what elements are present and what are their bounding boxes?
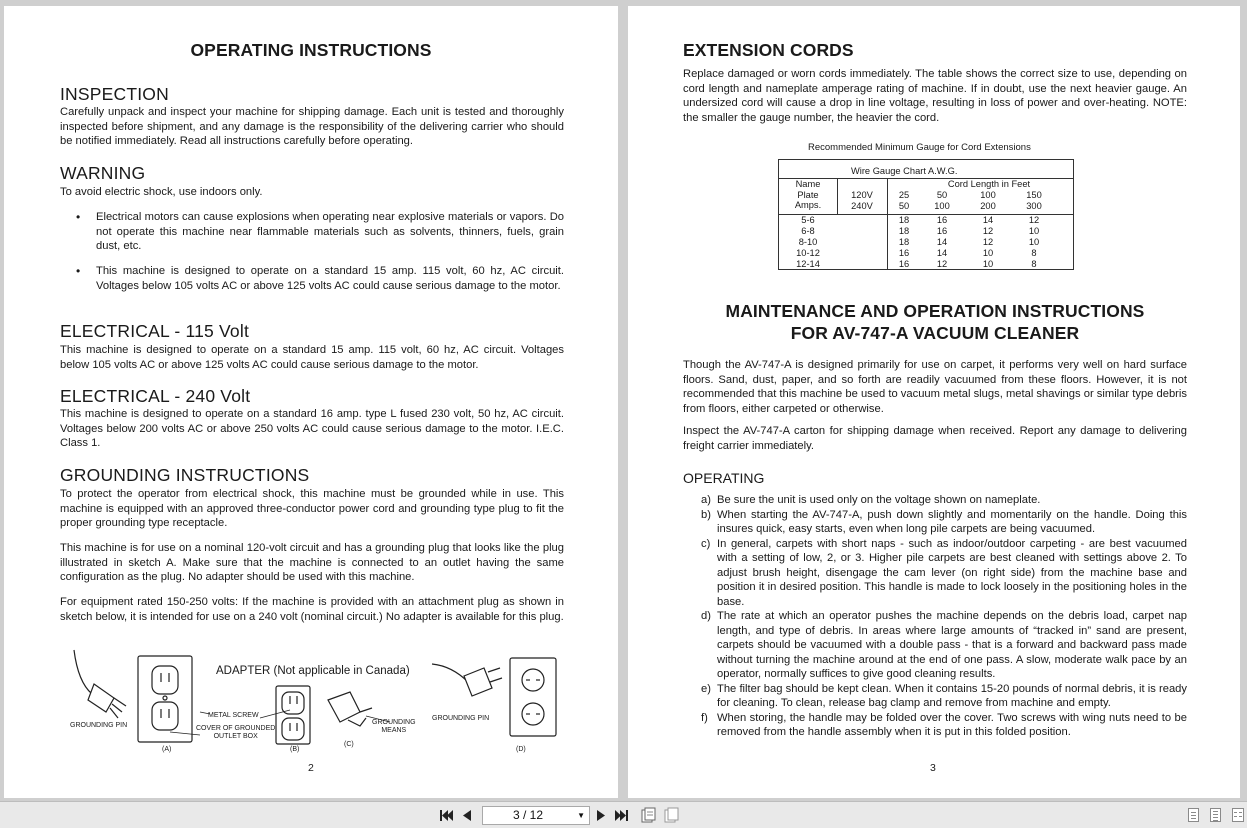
- gauge-row-amps: 10-12: [796, 248, 820, 258]
- warning-bullet: • Electrical motors can cause explosions when operating near explosive materials or vapors. Do not operate this machine near flammable materials such as solvents, thinners, fuels, grain dust, etc.: [76, 210, 564, 253]
- gauge-value: 10: [982, 248, 994, 258]
- electrical-240-heading: ELECTRICAL - 240 Volt: [60, 386, 251, 406]
- inspection-text: Carefully unpack and inspect your machine for shipping damage. Each unit is tested and thoroughly inspected before shipment, and any damage is the responsibility of the delivering carrier who should be notified immediately. Read all instructions carefully before operating.: [60, 106, 564, 148]
- grounded-outlet-sketch: [138, 656, 192, 742]
- cord-length-120v: 150: [1026, 190, 1042, 200]
- operating-item-letter: b): [701, 508, 711, 521]
- gauge-value: 16: [898, 248, 910, 258]
- single-page-view-icon[interactable]: [1188, 808, 1199, 822]
- continuous-view-icon[interactable]: [1210, 808, 1221, 822]
- gauge-value: 16: [898, 259, 910, 269]
- adapter-label: ADAPTER (Not applicable in Canada): [216, 665, 410, 677]
- warning-text: To avoid electric shock, use indoors only.: [60, 186, 263, 198]
- outlet-cover-label: COVER OF GROUNDED OUTLET BOX: [196, 725, 276, 740]
- page-2: [4, 6, 618, 798]
- grounded-plug-sketch: [74, 650, 126, 718]
- operating-item: [683, 508, 1187, 537]
- page-title: OPERATING INSTRUCTIONS: [190, 40, 432, 60]
- grounding-paragraph: For equipment rated 150-250 volts: If the machine is provided with an attachment plug as shown in sketch below, it is intended for use on a 240 volt (nominal circuit.) No adapter is available for this plug.: [60, 596, 564, 623]
- operating-item-letter: d): [701, 610, 711, 622]
- grounding-pin-label: GROUNDING PIN: [70, 722, 128, 729]
- gauge-row-amps: 6-8: [801, 226, 815, 236]
- maintenance-title: MAINTENANCE AND OPERATION INSTRUCTIONS FOR AV-747-A VACUUM CLEANER: [725, 301, 1145, 343]
- cord-length-240v: 300: [1026, 201, 1042, 211]
- 250v-outlet-sketch: [510, 658, 556, 736]
- gauge-value: 12: [982, 226, 994, 236]
- operating-item-text: The rate at which an operator pushes the machine depends on the debris load, carpet nap length, and type of debris. In areas where large amounts of “tracked in” sand are present, carpets should be vacuumed with a double pass - that is a forward and backward pass made without turning the machine around at the end of one pass. A slow, moderate walk pace by an operator, normally suffices to give good cleaning results.: [717, 610, 1187, 680]
- adapter-sketch: [328, 692, 372, 726]
- operating-list: [683, 493, 1187, 740]
- inspection-heading: INSPECTION: [60, 84, 169, 104]
- grounding-heading: GROUNDING INSTRUCTIONS: [60, 465, 310, 485]
- wire-gauge-table: [778, 159, 1074, 270]
- electrical-240-text: This machine is designed to operate on a standard 16 amp. type L fused 230 volt, 50 hz, AC circuit. Voltages below 200 volts AC or above 250 volts AC could cause serious damage to the motor. I.E.C. Class 1.: [60, 408, 564, 450]
- operating-item-text: Be sure the unit is used only on the voltage shown on nameplate.: [717, 494, 1041, 506]
- sketch-b-label: (B): [290, 746, 300, 753]
- operating-item-letter: f): [701, 711, 708, 724]
- first-page-icon[interactable]: [438, 807, 454, 824]
- adapter-outlet-sketch: [276, 686, 310, 744]
- gauge-value: 10: [1028, 226, 1040, 236]
- extension-cords-text: Replace damaged or worn cords immediately. The table shows the correct size to use, depending on cord length and nameplate amperage rating of machine. If in doubt, use the next heavier gauge. An undersized cord will cause a drop in line voltage, resulting in loss of power and over-heating. NOTE: the smaller the gauge number, the heavier the cord.: [683, 68, 1187, 124]
- gauge-row-amps: 5-6: [801, 215, 815, 225]
- cord-length-120v: 50: [936, 190, 948, 200]
- gauge-row-amps: 8-10: [798, 237, 818, 247]
- gauge-value: 14: [982, 215, 994, 225]
- sketch-a-label: (A): [162, 746, 172, 753]
- name-plate-header: Name Plate Amps.: [794, 179, 822, 210]
- cord-length-240v: 200: [980, 201, 996, 211]
- grounding-paragraph: This machine is for use on a nominal 120-volt circuit and has a grounding plug that looks like the plug illustrated in sketch A. Make sure that the machine is connected to an outlet having the same configuration as the plug. No adapter should be used with this machine.: [60, 542, 564, 584]
- gauge-value: 14: [936, 248, 948, 258]
- page-number: 2: [308, 762, 314, 774]
- page-indicator: 3 / 12: [513, 808, 544, 822]
- gauge-value: 14: [936, 237, 948, 247]
- operating-item-text: The filter bag should be kept clean. When it contains 15-20 pounds of normal debris, it is ready for cleaning. To clean, release bag clamp and remove from machine and empty.: [717, 682, 1187, 709]
- operating-heading: OPERATING: [683, 470, 765, 486]
- operating-item-letter: c): [701, 537, 711, 550]
- 250v-plug-sketch: [432, 664, 502, 696]
- page-number-select[interactable]: [482, 806, 590, 825]
- pdf-viewer-toolbar: [0, 801, 1247, 828]
- gauge-value: 12: [982, 237, 994, 247]
- cord-length-240v: 100: [934, 201, 950, 211]
- operating-item: [683, 493, 1187, 508]
- two-page-view-icon[interactable]: [1232, 808, 1244, 822]
- extension-cords-heading: EXTENSION CORDS: [683, 40, 854, 60]
- voltage-header: 120V 240V: [851, 190, 873, 211]
- cord-length-120v: 25: [898, 190, 910, 200]
- gauge-value: 8: [1031, 259, 1037, 269]
- operating-item: [683, 711, 1187, 740]
- operating-item-letter: e): [701, 682, 711, 695]
- gauge-value: 12: [936, 259, 948, 269]
- gauge-value: 12: [1028, 215, 1040, 225]
- warning-heading: WARNING: [60, 163, 146, 183]
- grounding-plug-figure: [60, 642, 564, 762]
- gauge-value: 16: [936, 215, 948, 225]
- page-3: [628, 6, 1240, 798]
- gauge-table-caption: Recommended Minimum Gauge for Cord Extensions: [808, 142, 1031, 153]
- warning-bullet: • This machine is designed to operate on a standard 15 amp. 115 volt, 60 hz, AC circuit. Voltages below 105 volts AC or above 125 volts AC could cause serious damage to the motor.: [76, 264, 564, 292]
- grounding-pin-label: GROUNDING PIN: [432, 715, 490, 722]
- operating-item-text: In general, carpets with short naps - such as indoor/outdoor carpeting - are best vacuumed with a setting of low, 2, or 3. Higher pile carpets are best cleaned with settings above 2. To adjust brush height, disengage the cam lever (on right side) from the machine base and position it in desired position. This handle is made to lock loosely in the positioning holes in the base.: [717, 537, 1187, 608]
- operating-item: [683, 609, 1187, 682]
- sketch-c-label: (C): [344, 741, 354, 748]
- operating-item-letter: a): [701, 494, 711, 506]
- electrical-115-heading: ELECTRICAL - 115 Volt: [60, 321, 250, 341]
- last-page-icon[interactable]: [614, 807, 630, 824]
- gauge-value: 18: [898, 237, 910, 247]
- maintenance-paragraph: Though the AV-747-A is designed primarily for use on carpet, it performs very well on hard surface floors. Sand, dust, paper, and so forth are readily vacuumed from these floors. However, it is not recommended that this machine be used to vacuum metal slugs, metal shavings or similar type debris from floors, either carpeted or otherwise.: [683, 359, 1187, 415]
- sketch-d-label: (D): [516, 746, 526, 753]
- cord-length-240v: 50: [898, 201, 910, 211]
- grounding-means-label: GROUNDING MEANS: [372, 719, 416, 734]
- gauge-table-title: Wire Gauge Chart A.W.G.: [851, 166, 958, 176]
- page-number: 3: [930, 762, 936, 774]
- maintenance-paragraph: Inspect the AV-747-A carton for shipping damage when received. Report any damage to delivering freight carrier immediately.: [683, 425, 1187, 452]
- operating-item-text: When storing, the handle may be folded over the cover. Two screws with wing nuts need to be removed from the handle assembly when it is put in this folded position.: [717, 711, 1187, 738]
- cord-length-header: Cord Length in Feet: [947, 179, 1031, 189]
- electrical-115-text: This machine is designed to operate on a standard 15 amp. 115 volt, 60 hz, AC circuit. Voltages below 105 volts AC or above 125 volts AC could cause serious damage to the motor.: [60, 344, 564, 371]
- operating-item-text: When starting the AV-747-A, push down slightly and momentarily on the handle. Doing this insures quick, easy starts, even when long pile carpets are being vacuumed.: [717, 508, 1187, 535]
- cord-length-120v: 100: [980, 190, 996, 200]
- operating-item: [683, 682, 1187, 711]
- gauge-value: 18: [898, 215, 910, 225]
- gauge-value: 8: [1031, 248, 1037, 258]
- operating-item: [683, 537, 1187, 610]
- fit-page-icon[interactable]: [663, 807, 679, 824]
- gauge-row-amps: 12-14: [796, 259, 820, 269]
- previous-page-icon[interactable]: [460, 807, 474, 824]
- fit-width-icon[interactable]: [640, 807, 656, 824]
- gauge-value: 10: [1028, 237, 1040, 247]
- chevron-down-icon: ▼: [577, 811, 585, 820]
- grounding-paragraph: To protect the operator from electrical shock, this machine must be grounded while in use. This machine is equipped with an approved three-conductor power cord and grounding type plug to fit the proper grounding type receptacle.: [60, 488, 564, 530]
- gauge-value: 18: [898, 226, 910, 236]
- gauge-value: 16: [936, 226, 948, 236]
- metal-screw-label: METAL SCREW: [208, 712, 259, 719]
- gauge-value: 10: [982, 259, 994, 269]
- next-page-icon[interactable]: [594, 807, 608, 824]
